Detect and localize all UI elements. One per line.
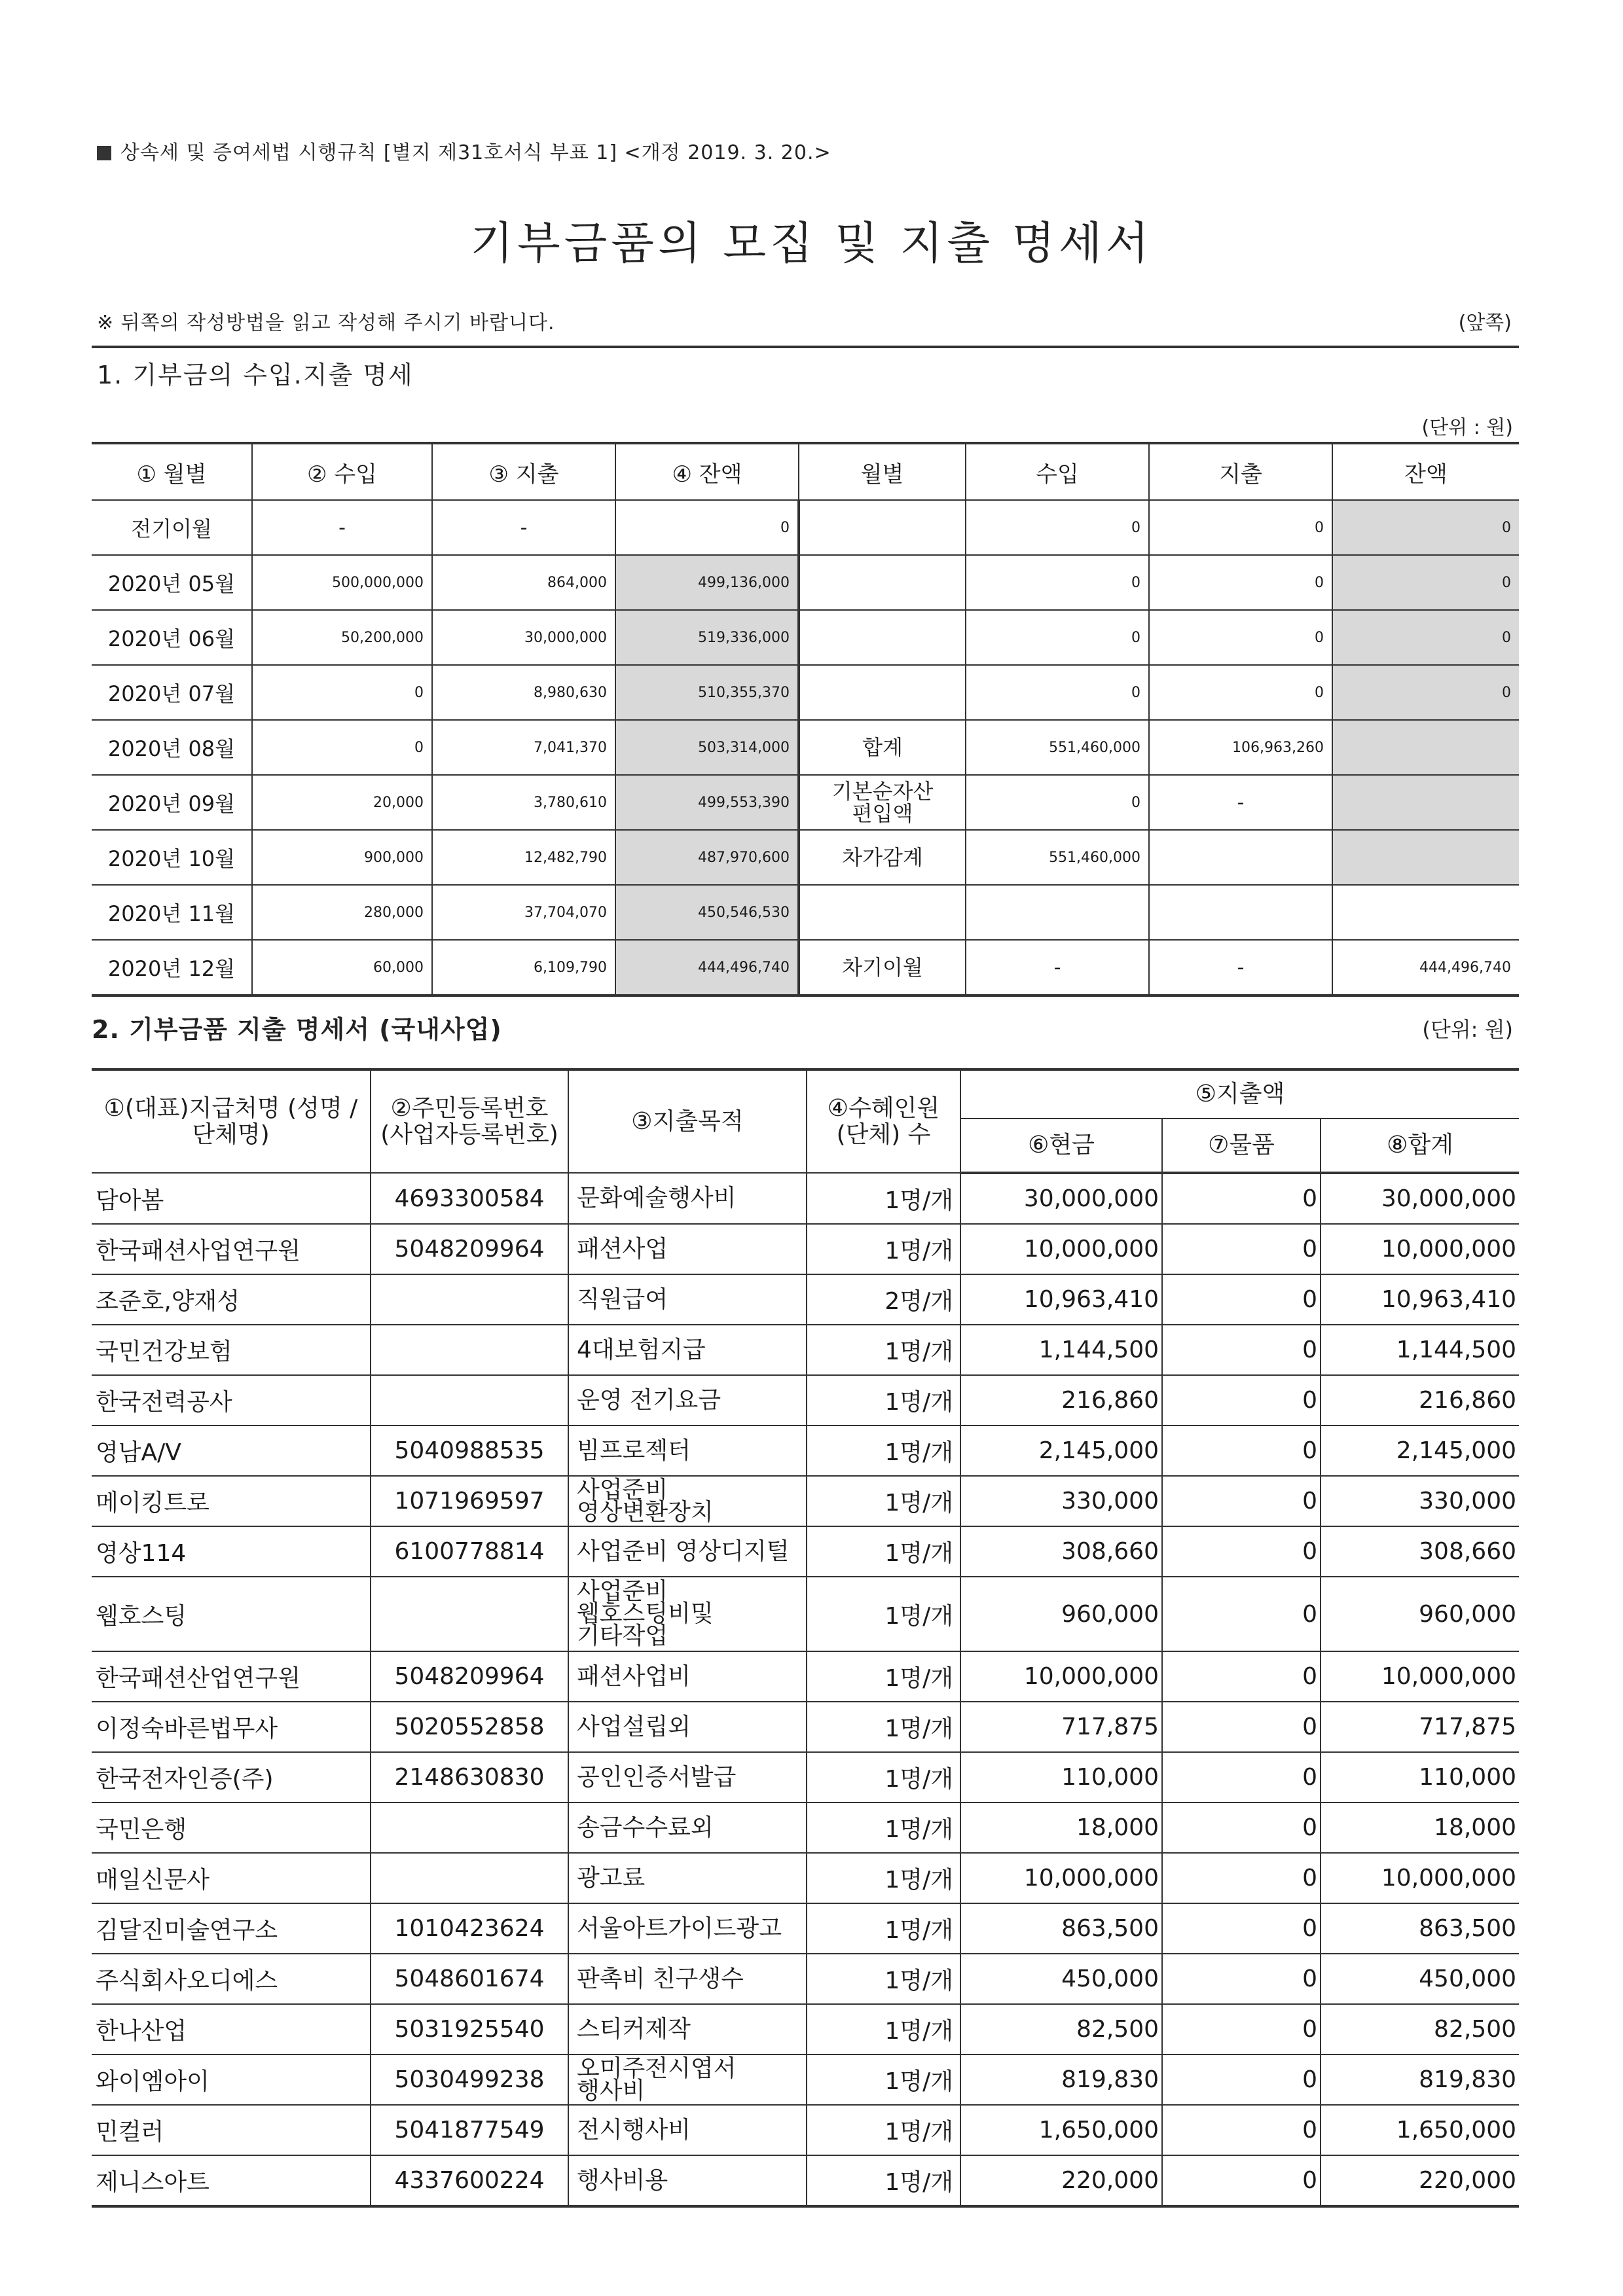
beneficiary-count-cell: 1명/개 [807,1752,960,1803]
expense-cell: 37,704,070 [432,885,615,940]
total-cell: 220,000 [1321,2155,1519,2206]
income-cell: 900,000 [252,830,432,885]
summary-income-cell: 0 [966,610,1149,665]
total-cell: 1,650,000 [1321,2105,1519,2155]
summary-label-cell: 차가감계 [799,830,966,885]
payee-cell: 웹호스팅 [92,1577,371,1651]
expense-cell: - [432,500,615,555]
col-header: ④ 잔액 [615,443,799,500]
cash-cell: 863,500 [960,1903,1162,1954]
beneficiary-count-cell: 1명/개 [807,1375,960,1426]
summary-balance-cell: 0 [1332,555,1519,610]
total-cell: 110,000 [1321,1752,1519,1803]
beneficiary-count-cell: 1명/개 [807,1173,960,1224]
goods-cell: 0 [1162,1325,1321,1375]
balance-cell: 450,546,530 [615,885,799,940]
col-header-beneficiaries: ④수혜인원 (단체) 수 [807,1069,960,1173]
table-row [92,500,1519,555]
income-cell: 60,000 [252,940,432,996]
cash-cell: 10,000,000 [960,1651,1162,1702]
beneficiary-count-cell: 1명/개 [807,1325,960,1375]
payee-cell: 매일신문사 [92,1853,371,1903]
page-title: 기부금품의 모집 및 지출 명세서 [470,218,1153,270]
summary-income-cell: 0 [966,775,1149,830]
cash-cell: 82,500 [960,2004,1162,2054]
total-cell: 30,000,000 [1321,1173,1519,1224]
table-row [92,1325,1519,1375]
purpose-cell: 4대보험지급 [568,1325,807,1375]
cash-cell: 30,000,000 [960,1173,1162,1224]
reg-no-cell [371,1803,568,1853]
summary-income-cell: 0 [966,555,1149,610]
beneficiary-count-cell: 1명/개 [807,1853,960,1903]
summary-balance-cell [1332,885,1519,940]
balance-cell: 487,970,600 [615,830,799,885]
payee-cell: 담아봄 [92,1173,371,1224]
expense-cell: 3,780,610 [432,775,615,830]
purpose-cell: 패션사업 [568,1224,807,1274]
table-row [92,1702,1519,1752]
reg-no-cell: 5048209964 [371,1224,568,1274]
cash-cell: 10,000,000 [960,1224,1162,1274]
payee-cell: 영남A/V [92,1426,371,1476]
reg-no-cell: 5020552858 [371,1702,568,1752]
balance-cell: 0 [615,500,799,555]
cash-cell: 819,830 [960,2054,1162,2105]
table-row [92,2155,1519,2206]
table-row [92,1224,1519,1274]
goods-cell: 0 [1162,2155,1321,2206]
summary-income-cell: 0 [966,500,1149,555]
summary-expense-cell: - [1149,940,1332,996]
purpose-cell: 판촉비 친구생수 [568,1954,807,2004]
month-cell: 2020년 05월 [92,555,252,610]
summary-balance-cell: 0 [1332,665,1519,720]
goods-cell: 0 [1162,2004,1321,2054]
reg-no-cell [371,1577,568,1651]
reg-no-cell: 5031925540 [371,2004,568,2054]
summary-expense-cell: 0 [1149,665,1332,720]
table-row [92,1853,1519,1903]
total-cell: 216,860 [1321,1375,1519,1426]
summary-income-cell: 0 [966,665,1149,720]
col-header: ③ 지출 [432,443,615,500]
payee-cell: 제니스아트 [92,2155,371,2206]
total-cell: 10,000,000 [1321,1224,1519,1274]
total-cell: 330,000 [1321,1476,1519,1526]
goods-cell: 0 [1162,1274,1321,1325]
reg-no-cell: 4337600224 [371,2155,568,2206]
summary-label-cell: 합계 [799,720,966,775]
payee-cell: 김달진미술연구소 [92,1903,371,1954]
summary-expense-cell: 0 [1149,610,1332,665]
income-cell: 0 [252,665,432,720]
col-header-goods: ⑦물품 [1162,1119,1321,1173]
total-cell: 10,000,000 [1321,1853,1519,1903]
col-header-reg-no: ②주민등록번호 (사업자등록번호) [371,1069,568,1173]
goods-cell: 0 [1162,1476,1321,1526]
summary-income-cell: - [966,940,1149,996]
summary-label-cell [799,665,966,720]
col-header-cash: ⑥현금 [960,1119,1162,1173]
reg-no-cell: 5030499238 [371,2054,568,2105]
table-row [92,2054,1519,2105]
purpose-cell: 전시행사비 [568,2105,807,2155]
table-row [92,940,1519,996]
table-row [92,830,1519,885]
table-row [92,1526,1519,1577]
table-row [92,665,1519,720]
goods-cell: 0 [1162,2054,1321,2105]
income-cell: 20,000 [252,775,432,830]
beneficiary-count-cell: 1명/개 [807,1954,960,2004]
table-row [92,1803,1519,1853]
total-cell: 2,145,000 [1321,1426,1519,1476]
summary-label-cell [799,610,966,665]
cash-cell: 10,000,000 [960,1853,1162,1903]
summary-expense-cell: 0 [1149,500,1332,555]
purpose-cell: 사업설립외 [568,1702,807,1752]
balance-cell: 519,336,000 [615,610,799,665]
col-header-amount: ⑤지출액 [960,1069,1519,1119]
cash-cell: 330,000 [960,1476,1162,1526]
summary-label-cell [799,885,966,940]
beneficiary-count-cell: 1명/개 [807,2054,960,2105]
instruction-text: ※ 뒤쪽의 작성방법을 읽고 작성해 주시기 바랍니다. [97,312,555,334]
expenditure-table [92,1068,1519,2208]
table-row [92,1274,1519,1325]
table-row [92,1476,1519,1526]
payee-cell: 국민은행 [92,1803,371,1853]
goods-cell: 0 [1162,1803,1321,1853]
reg-no-cell: 1071969597 [371,1476,568,1526]
cash-cell: 10,963,410 [960,1274,1162,1325]
col-header-purpose: ③지출목적 [568,1069,807,1173]
income-cell: 500,000,000 [252,555,432,610]
beneficiary-count-cell: 1명/개 [807,1577,960,1651]
summary-balance-cell [1332,720,1519,775]
goods-cell: 0 [1162,1526,1321,1577]
month-cell: 2020년 11월 [92,885,252,940]
purpose-cell: 빔프로젝터 [568,1426,807,1476]
col-header: 잔액 [1332,443,1519,500]
summary-label-cell: 차기이월 [799,940,966,996]
expense-cell: 30,000,000 [432,610,615,665]
beneficiary-count-cell: 1명/개 [807,1903,960,1954]
balance-cell: 444,496,740 [615,940,799,996]
col-header: 지출 [1149,443,1332,500]
purpose-cell: 광고료 [568,1853,807,1903]
beneficiary-count-cell: 1명/개 [807,1651,960,1702]
reg-no-cell: 5040988535 [371,1426,568,1476]
goods-cell: 0 [1162,1224,1321,1274]
form-note-text: 상속세 및 증여세법 시행규칙 [별지 제31호서식 부표 1] <개정 2019. 3. 20.> [120,141,831,164]
reg-no-cell [371,1274,568,1325]
summary-balance-cell: 0 [1332,610,1519,665]
reg-no-cell: 6100778814 [371,1526,568,1577]
payee-cell: 한나산업 [92,2004,371,2054]
summary-expense-cell: 106,963,260 [1149,720,1332,775]
cash-cell: 18,000 [960,1803,1162,1853]
purpose-cell: 직원급여 [568,1274,807,1325]
reg-no-cell [371,1375,568,1426]
payee-cell: 이정숙바른법무사 [92,1702,371,1752]
purpose-cell: 운영 전기요금 [568,1375,807,1426]
table-row [92,1752,1519,1803]
expense-cell: 6,109,790 [432,940,615,996]
table-row [92,1173,1519,1224]
goods-cell: 0 [1162,1426,1321,1476]
balance-cell: 510,355,370 [615,665,799,720]
goods-cell: 0 [1162,1577,1321,1651]
col-header-payee: ①(대표)지급처명 (성명 / 단체명) [92,1069,371,1173]
income-cell: 0 [252,720,432,775]
total-cell: 960,000 [1321,1577,1519,1651]
summary-balance-cell: 444,496,740 [1332,940,1519,996]
table-row [92,555,1519,610]
cash-cell: 450,000 [960,1954,1162,2004]
month-cell: 2020년 07월 [92,665,252,720]
total-cell: 450,000 [1321,1954,1519,2004]
purpose-cell: 사업준비 영상디지털 [568,1526,807,1577]
cash-cell: 1,144,500 [960,1325,1162,1375]
section1-title: 1. 기부금의 수입.지출 명세 [97,361,414,389]
payee-cell: 영상114 [92,1526,371,1577]
beneficiary-count-cell: 2명/개 [807,1274,960,1325]
cash-cell: 110,000 [960,1752,1162,1803]
goods-cell: 0 [1162,1651,1321,1702]
summary-balance-cell: 0 [1332,500,1519,555]
table-row [92,885,1519,940]
month-cell: 2020년 09월 [92,775,252,830]
month-cell: 2020년 12월 [92,940,252,996]
payee-cell: 민컬러 [92,2105,371,2155]
month-cell: 2020년 08월 [92,720,252,775]
form-note [97,136,831,165]
table-row [92,1426,1519,1476]
balance-cell: 499,136,000 [615,555,799,610]
beneficiary-count-cell: 1명/개 [807,1526,960,1577]
reg-no-cell: 5048601674 [371,1954,568,2004]
payee-cell: 조준호,양재성 [92,1274,371,1325]
summary-label-cell: 기본순자산 편입액 [799,775,966,830]
purpose-cell: 행사비용 [568,2155,807,2206]
col-header: ② 수입 [252,443,432,500]
reg-no-cell [371,1325,568,1375]
summary-balance-cell [1332,775,1519,830]
purpose-cell: 공인인증서발급 [568,1752,807,1803]
cash-cell: 308,660 [960,1526,1162,1577]
total-cell: 82,500 [1321,2004,1519,2054]
summary-expense-cell: - [1149,775,1332,830]
month-cell: 전기이월 [92,500,252,555]
table-row [92,2105,1519,2155]
summary-label-cell [799,500,966,555]
table-row [92,2004,1519,2054]
goods-cell: 0 [1162,2105,1321,2155]
reg-no-cell: 5041877549 [371,2105,568,2155]
table-row [92,1651,1519,1702]
goods-cell: 0 [1162,1173,1321,1224]
cash-cell: 717,875 [960,1702,1162,1752]
total-cell: 18,000 [1321,1803,1519,1853]
month-cell: 2020년 06월 [92,610,252,665]
balance-cell: 503,314,000 [615,720,799,775]
goods-cell: 0 [1162,1702,1321,1752]
expense-cell: 7,041,370 [432,720,615,775]
total-cell: 1,144,500 [1321,1325,1519,1375]
payee-cell: 국민건강보험 [92,1325,371,1375]
purpose-cell: 패션사업비 [568,1651,807,1702]
beneficiary-count-cell: 1명/개 [807,1426,960,1476]
payee-cell: 메이킹트로 [92,1476,371,1526]
payee-cell: 한국전력공사 [92,1375,371,1426]
table-row [92,1903,1519,1954]
table-row [92,1375,1519,1426]
summary-expense-cell: 0 [1149,555,1332,610]
cash-cell: 2,145,000 [960,1426,1162,1476]
col-header: ① 월별 [92,443,252,500]
reg-no-cell: 1010423624 [371,1903,568,1954]
table-row [92,1577,1519,1651]
payee-cell: 한국패션사업연구원 [92,1224,371,1274]
income-cell: 280,000 [252,885,432,940]
purpose-cell: 문화예술행사비 [568,1173,807,1224]
summary-expense-cell [1149,830,1332,885]
beneficiary-count-cell: 1명/개 [807,1803,960,1853]
total-cell: 308,660 [1321,1526,1519,1577]
expense-cell: 12,482,790 [432,830,615,885]
summary-balance-cell [1332,830,1519,885]
payee-cell: 와이엠아이 [92,2054,371,2105]
section2-title: 2. 기부금품 지출 명세서 (국내사업) [92,1015,502,1044]
cash-cell: 1,650,000 [960,2105,1162,2155]
beneficiary-count-cell: 1명/개 [807,1476,960,1526]
payee-cell: 한국전자인증(주) [92,1752,371,1803]
cash-cell: 220,000 [960,2155,1162,2206]
purpose-cell: 송금수수료외 [568,1803,807,1853]
total-cell: 863,500 [1321,1903,1519,1954]
expense-cell: 864,000 [432,555,615,610]
goods-cell: 0 [1162,1903,1321,1954]
purpose-cell: 서울아트가이드광고 [568,1903,807,1954]
table-header-row [92,443,1519,500]
beneficiary-count-cell: 1명/개 [807,1224,960,1274]
balance-cell: 499,553,390 [615,775,799,830]
table-header-row [92,1069,1519,1119]
total-cell: 10,000,000 [1321,1651,1519,1702]
divider [92,346,1519,348]
expense-cell: 8,980,630 [432,665,615,720]
reg-no-cell: 4693300584 [371,1173,568,1224]
beneficiary-count-cell: 1명/개 [807,2004,960,2054]
section2-unit: (단위: 원) [1422,1017,1513,1042]
section1-unit: (단위 : 원) [1421,416,1513,439]
col-header-total: ⑧합계 [1321,1119,1519,1173]
summary-income-cell: 551,460,000 [966,720,1149,775]
reg-no-cell: 5048209964 [371,1651,568,1702]
cash-cell: 216,860 [960,1375,1162,1426]
purpose-cell: 스티커제작 [568,2004,807,2054]
income-expense-table [92,442,1519,997]
reg-no-cell: 2148630830 [371,1752,568,1803]
purpose-cell: 사업준비 웹호스팅비및 기타작업 [568,1577,807,1651]
purpose-cell: 오미주전시엽서 행사비 [568,2054,807,2105]
goods-cell: 0 [1162,1954,1321,2004]
beneficiary-count-cell: 1명/개 [807,2155,960,2206]
beneficiary-count-cell: 1명/개 [807,1702,960,1752]
month-cell: 2020년 10월 [92,830,252,885]
total-cell: 717,875 [1321,1702,1519,1752]
purpose-cell: 사업준비 영상변환장치 [568,1476,807,1526]
side-indicator: (앞쪽) [1458,312,1512,334]
income-cell: 50,200,000 [252,610,432,665]
table-row [92,775,1519,830]
col-header: 수입 [966,443,1149,500]
cash-cell: 960,000 [960,1577,1162,1651]
col-header: 월별 [799,443,966,500]
income-cell: - [252,500,432,555]
table-row [92,1954,1519,2004]
table-row [92,720,1519,775]
table-row [92,610,1519,665]
beneficiary-count-cell: 1명/개 [807,2105,960,2155]
reg-no-cell [371,1853,568,1903]
summary-income-cell: 551,460,000 [966,830,1149,885]
summary-expense-cell [1149,885,1332,940]
goods-cell: 0 [1162,1752,1321,1803]
payee-cell: 한국패션산업연구원 [92,1651,371,1702]
goods-cell: 0 [1162,1853,1321,1903]
summary-label-cell [799,555,966,610]
total-cell: 819,830 [1321,2054,1519,2105]
summary-income-cell [966,885,1149,940]
square-bullet-icon [97,146,111,160]
payee-cell: 주식회사오디에스 [92,1954,371,2004]
goods-cell: 0 [1162,1375,1321,1426]
total-cell: 10,963,410 [1321,1274,1519,1325]
